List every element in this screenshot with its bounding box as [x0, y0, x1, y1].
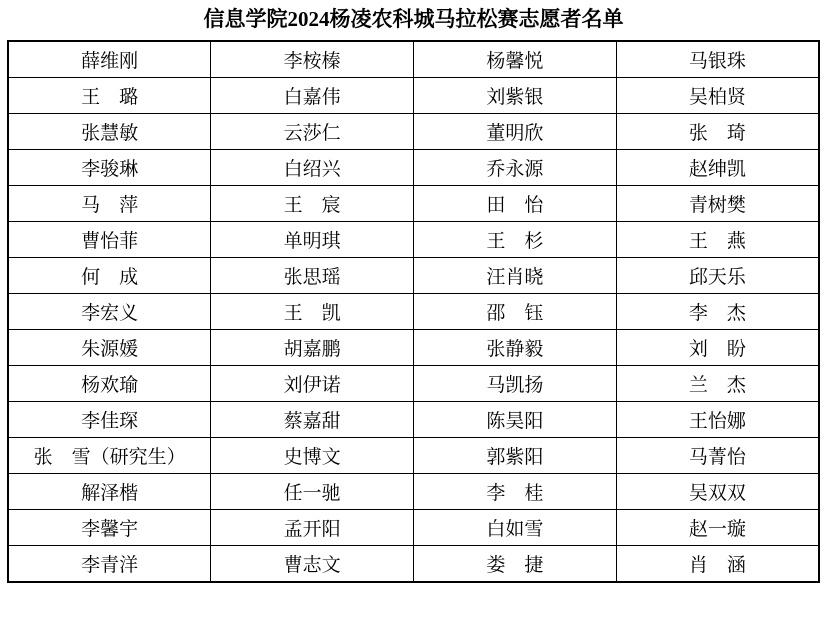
table-cell: 郭紫阳: [414, 438, 617, 474]
table-cell: 李 桂: [414, 474, 617, 510]
table-cell: 张 雪（研究生）: [8, 438, 211, 474]
table-cell: 赵一璇: [616, 510, 819, 546]
table-cell: 白绍兴: [211, 150, 414, 186]
table-cell: 董明欣: [414, 114, 617, 150]
table-cell: 王 杉: [414, 222, 617, 258]
table-cell: 任一驰: [211, 474, 414, 510]
table-cell: 刘紫银: [414, 78, 617, 114]
table-cell: 刘 盼: [616, 330, 819, 366]
table-cell: 娄 捷: [414, 546, 617, 583]
table-cell: 李骏琳: [8, 150, 211, 186]
table-cell: 肖 涵: [616, 546, 819, 583]
table-cell: 汪肖晓: [414, 258, 617, 294]
table-cell: 邵 钰: [414, 294, 617, 330]
table-cell: 蔡嘉甜: [211, 402, 414, 438]
table-cell: 马菁怡: [616, 438, 819, 474]
table-row: [8, 78, 819, 114]
table-cell: 曹怡菲: [8, 222, 211, 258]
table-cell: 赵绅凯: [616, 150, 819, 186]
table-cell: 白嘉伟: [211, 78, 414, 114]
table-cell: 田 怡: [414, 186, 617, 222]
table-cell: 孟开阳: [211, 510, 414, 546]
table-row: [8, 294, 819, 330]
table-cell: 杨欢瑜: [8, 366, 211, 402]
table-cell: 张思瑶: [211, 258, 414, 294]
table-cell: 胡嘉鹏: [211, 330, 414, 366]
table-cell: 王怡娜: [616, 402, 819, 438]
table-cell: 杨馨悦: [414, 41, 617, 78]
table-cell: 马凯扬: [414, 366, 617, 402]
table-cell: 解泽楷: [8, 474, 211, 510]
table-row: [8, 186, 819, 222]
table-cell: 兰 杰: [616, 366, 819, 402]
table-row: [8, 510, 819, 546]
table-cell: 吴柏贤: [616, 78, 819, 114]
table-row: [8, 474, 819, 510]
table-cell: 王 凯: [211, 294, 414, 330]
table-cell: 吴双双: [616, 474, 819, 510]
table-cell: 王 燕: [616, 222, 819, 258]
table-cell: 史博文: [211, 438, 414, 474]
table-cell: 张静毅: [414, 330, 617, 366]
table-row: [8, 330, 819, 366]
page-title: 信息学院2024杨凌农科城马拉松赛志愿者名单: [203, 7, 624, 31]
table-row: [8, 402, 819, 438]
table-row: [8, 438, 819, 474]
table-cell: 云莎仁: [211, 114, 414, 150]
table-cell: 乔永源: [414, 150, 617, 186]
table-row: [8, 546, 819, 583]
table-cell: 陈昊阳: [414, 402, 617, 438]
table-cell: 张 琦: [616, 114, 819, 150]
table-cell: 李佳琛: [8, 402, 211, 438]
table-cell: 张慧敏: [8, 114, 211, 150]
table-cell: 何 成: [8, 258, 211, 294]
table-cell: 刘伊诺: [211, 366, 414, 402]
table-cell: 马 萍: [8, 186, 211, 222]
table-row: [8, 114, 819, 150]
volunteer-roster-table: [7, 40, 820, 583]
table-row: [8, 222, 819, 258]
table-cell: 白如雪: [414, 510, 617, 546]
table-cell: 李青洋: [8, 546, 211, 583]
table-cell: 朱源媛: [8, 330, 211, 366]
table-cell: 李 杰: [616, 294, 819, 330]
table-cell: 李宏义: [8, 294, 211, 330]
table-cell: 邱天乐: [616, 258, 819, 294]
table-cell: 单明琪: [211, 222, 414, 258]
table-cell: 王 宸: [211, 186, 414, 222]
table-cell: 王 璐: [8, 78, 211, 114]
table-cell: 李桉榛: [211, 41, 414, 78]
table-cell: 李馨宇: [8, 510, 211, 546]
table-cell: 薛维刚: [8, 41, 211, 78]
table-cell: 曹志文: [211, 546, 414, 583]
table-cell: 马银珠: [616, 41, 819, 78]
table-row: [8, 150, 819, 186]
table-cell: 青树樊: [616, 186, 819, 222]
roster-table-body: [8, 41, 819, 582]
table-row: [8, 41, 819, 78]
table-row: [8, 258, 819, 294]
table-row: [8, 366, 819, 402]
